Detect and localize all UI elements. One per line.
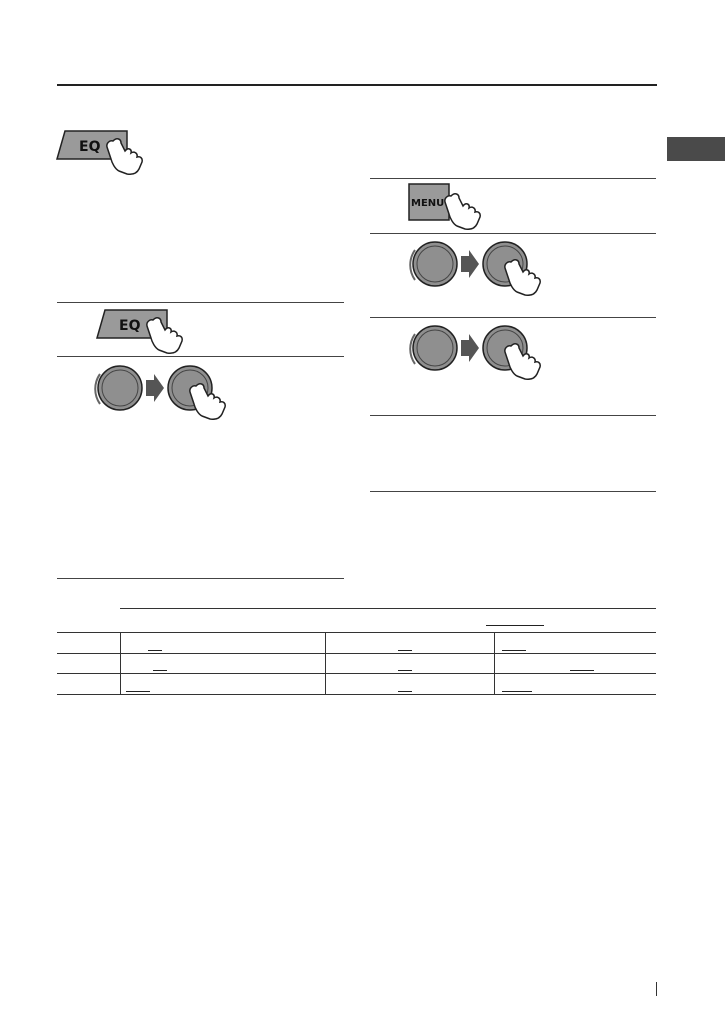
table-col-divider-2 [325, 632, 326, 694]
knob-turn-press-left[interactable] [90, 360, 240, 420]
menu-button[interactable] [405, 180, 495, 230]
table-row-rule-3 [57, 673, 656, 674]
table-row-rule-1 [57, 632, 656, 633]
header-rule [57, 84, 657, 86]
knob-sequence-graphic [90, 360, 240, 420]
knob-sequence-graphic [405, 320, 555, 380]
table-cell-mark [570, 670, 594, 671]
arrow-right-icon [461, 334, 479, 362]
right-divider-2 [370, 233, 656, 234]
knob-sequence-graphic [405, 236, 555, 296]
arrow-right-icon [461, 250, 479, 278]
table-cell-mark [398, 650, 412, 651]
table-cell-mark [398, 691, 412, 692]
table-cell-mark [126, 691, 150, 692]
left-divider-3 [57, 578, 344, 579]
section-tab-marker [667, 137, 725, 161]
right-divider-1 [370, 178, 656, 179]
right-divider-3 [370, 317, 656, 318]
table-cell-mark [398, 670, 412, 671]
rotary-knob-icon [410, 242, 457, 286]
table-cell-mark [502, 691, 532, 692]
eq-button-top[interactable] [55, 125, 155, 177]
table-header-underline [486, 625, 544, 626]
right-divider-5 [370, 491, 656, 492]
eq-button-step1[interactable] [95, 304, 195, 356]
table-col-divider-1 [120, 632, 121, 694]
eq-button-graphic [95, 304, 195, 356]
hand-pointer-icon [445, 194, 480, 229]
table-top-rule [120, 608, 656, 609]
menu-button-label: MENU [411, 198, 445, 209]
eq-button-label: EQ [119, 318, 141, 334]
knob-turn-press-right-1[interactable] [405, 236, 555, 296]
eq-button-graphic [55, 125, 155, 177]
arrow-right-icon [146, 374, 164, 402]
eq-button-label: EQ [79, 139, 101, 155]
rotary-knob-icon [410, 326, 457, 370]
knob-turn-press-right-2[interactable] [405, 320, 555, 380]
menu-button-graphic [405, 180, 495, 230]
table-row-rule-2 [57, 653, 656, 654]
footer-page-marker [656, 982, 657, 996]
table-cell-mark [502, 650, 526, 651]
rotary-knob-icon [95, 366, 142, 410]
left-divider-1 [57, 302, 344, 303]
left-divider-2 [57, 356, 344, 357]
table-col-divider-3 [494, 632, 495, 694]
table-bottom-rule [57, 694, 656, 695]
table-cell-mark [148, 650, 162, 651]
table-cell-mark [153, 670, 167, 671]
right-divider-4 [370, 415, 656, 416]
